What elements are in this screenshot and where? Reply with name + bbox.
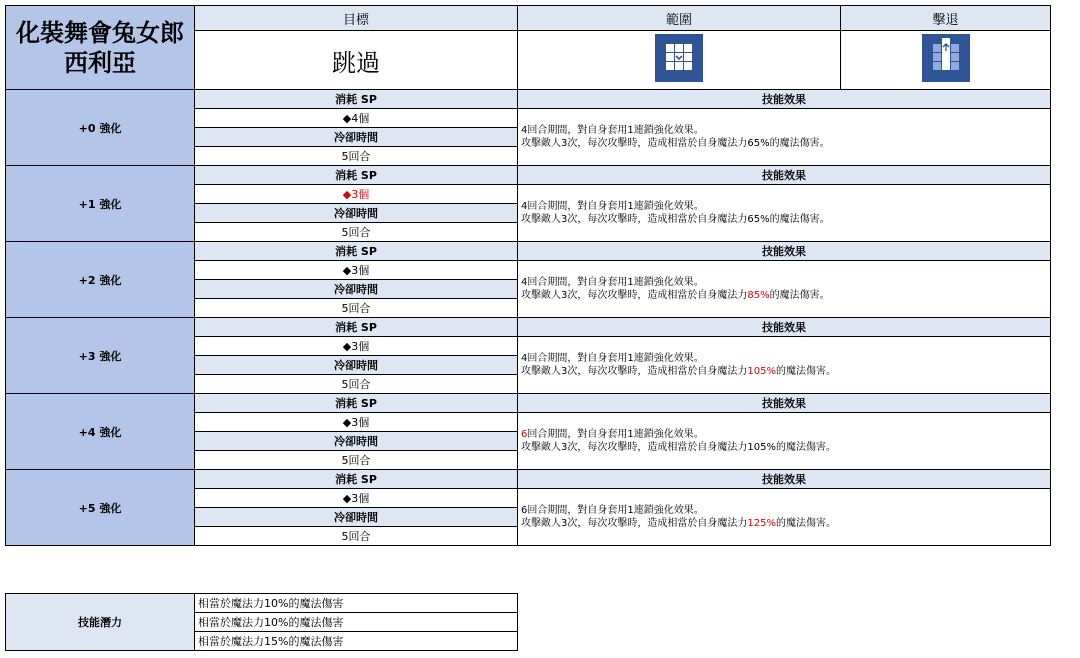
effect-segment: 攻擊敵人3次，每次攻擊時，造成相當於自身魔法力65%的魔法傷害。 — [521, 214, 830, 225]
sp-cost-label: 消耗 SP — [195, 166, 518, 185]
sp-cost-value: ◆3個 — [195, 337, 518, 356]
skill-effect-label: 技能效果 — [518, 242, 1051, 261]
grid-target-icon — [655, 34, 703, 82]
skill-effect-text — [518, 413, 1051, 470]
effect-line-1 — [521, 352, 1050, 365]
effect-segment: 4回合期間，對自身套用1連鎖強化效果。 — [521, 125, 704, 136]
potential-item-1: 相當於魔法力10%的魔法傷害 — [195, 594, 518, 613]
cooldown-label: 冷卻時間 — [195, 128, 518, 147]
effect-line-1 — [521, 504, 1050, 517]
sp-cost-value: ◆4個 — [195, 109, 518, 128]
effect-line-2 — [521, 365, 1050, 378]
level-label: +4 強化 — [6, 394, 195, 470]
effect-segment: 的魔法傷害。 — [775, 518, 836, 529]
grid-knockback-icon — [922, 34, 970, 82]
effect-segment: 攻擊敵人3次，每次攻擊時，造成相當於自身魔法力65%的魔法傷害。 — [521, 138, 830, 149]
sp-cost-label: 消耗 SP — [195, 394, 518, 413]
effect-line-1 — [521, 276, 1050, 289]
cooldown-value: 5回合 — [195, 299, 518, 318]
skill-effect-label: 技能效果 — [518, 166, 1051, 185]
effect-line-2 — [521, 517, 1050, 530]
effect-segment: 的魔法傷害。 — [775, 366, 836, 377]
potential-item-2: 相當於魔法力10%的魔法傷害 — [195, 613, 518, 632]
skill-effect-text — [518, 109, 1051, 166]
skill-effect-label: 技能效果 — [518, 394, 1051, 413]
effect-segment: 攻擊敵人3次，每次攻擊時，造成相當於自身魔法力105%的魔法傷害。 — [521, 442, 836, 453]
effect-segment: 85% — [747, 290, 770, 301]
target-header: 目標 — [195, 6, 518, 31]
level-label: +1 強化 — [6, 166, 195, 242]
effect-line-1 — [521, 428, 1050, 441]
skill-effect-text — [518, 261, 1051, 318]
knockback-icon-cell — [841, 31, 1051, 90]
skill-effect-text — [518, 185, 1051, 242]
effect-segment: 回合期間，對自身套用1連鎖強化效果。 — [527, 429, 704, 440]
effect-segment: 6 — [521, 429, 528, 440]
character-name-line1: 化裝舞會兔女郎 — [16, 18, 184, 47]
knockback-header: 擊退 — [841, 6, 1051, 31]
skill-effect-label: 技能效果 — [518, 318, 1051, 337]
skill-effect-label: 技能效果 — [518, 470, 1051, 489]
cooldown-label: 冷卻時間 — [195, 204, 518, 223]
effect-line-2 — [521, 213, 1050, 226]
effect-line-2 — [521, 137, 1050, 150]
sp-cost-label: 消耗 SP — [195, 470, 518, 489]
effect-line-2 — [521, 289, 1050, 302]
range-header: 範圍 — [518, 6, 841, 31]
cooldown-label: 冷卻時間 — [195, 280, 518, 299]
cooldown-label: 冷卻時間 — [195, 508, 518, 527]
effect-segment: 攻擊敵人3次，每次攻擊時，造成相當於自身魔法力 — [521, 290, 748, 301]
sp-cost-value: ◆3個 — [195, 185, 518, 204]
effect-segment: 的魔法傷害。 — [769, 290, 830, 301]
sp-cost-value: ◆3個 — [195, 489, 518, 508]
effect-segment: 6回合期間，對自身套用1連鎖強化效果。 — [521, 505, 704, 516]
skill-effect-text — [518, 337, 1051, 394]
effect-segment: 4回合期間，對自身套用1連鎖強化效果。 — [521, 353, 704, 364]
level-label: +0 強化 — [6, 90, 195, 166]
character-name-line2: 西利亞 — [64, 48, 136, 77]
level-label: +5 強化 — [6, 470, 195, 546]
effect-segment: 4回合期間，對自身套用1連鎖強化效果。 — [521, 277, 704, 288]
skill-potential-label: 技能潛力 — [6, 594, 195, 651]
sp-cost-value: ◆3個 — [195, 413, 518, 432]
cooldown-value: 5回合 — [195, 375, 518, 394]
skill-table — [5, 5, 1051, 546]
cooldown-value: 5回合 — [195, 223, 518, 242]
cooldown-label: 冷卻時間 — [195, 356, 518, 375]
effect-segment: 攻擊敵人3次，每次攻擊時，造成相當於自身魔法力 — [521, 366, 748, 377]
character-name — [6, 6, 195, 90]
effect-line-2 — [521, 441, 1050, 454]
cooldown-value: 5回合 — [195, 147, 518, 166]
level-label: +3 強化 — [6, 318, 195, 394]
potential-item-3: 相當於魔法力15%的魔法傷害 — [195, 632, 518, 651]
level-label: +2 強化 — [6, 242, 195, 318]
effect-segment: 4回合期間，對自身套用1連鎖強化效果。 — [521, 201, 704, 212]
skill-potential-table — [5, 593, 518, 651]
effect-segment: 125% — [747, 518, 776, 529]
sp-cost-label: 消耗 SP — [195, 90, 518, 109]
effect-segment: 105% — [747, 366, 776, 377]
sp-cost-label: 消耗 SP — [195, 318, 518, 337]
cooldown-label: 冷卻時間 — [195, 432, 518, 451]
effect-line-1 — [521, 124, 1050, 137]
target-value: 跳過 — [195, 31, 518, 90]
skill-effect-label: 技能效果 — [518, 90, 1051, 109]
cooldown-value: 5回合 — [195, 527, 518, 546]
range-icon-cell — [518, 31, 841, 90]
skill-effect-text — [518, 489, 1051, 546]
effect-line-1 — [521, 200, 1050, 213]
sp-cost-label: 消耗 SP — [195, 242, 518, 261]
cooldown-value: 5回合 — [195, 451, 518, 470]
sp-cost-value: ◆3個 — [195, 261, 518, 280]
effect-segment: 攻擊敵人3次，每次攻擊時，造成相當於自身魔法力 — [521, 518, 748, 529]
